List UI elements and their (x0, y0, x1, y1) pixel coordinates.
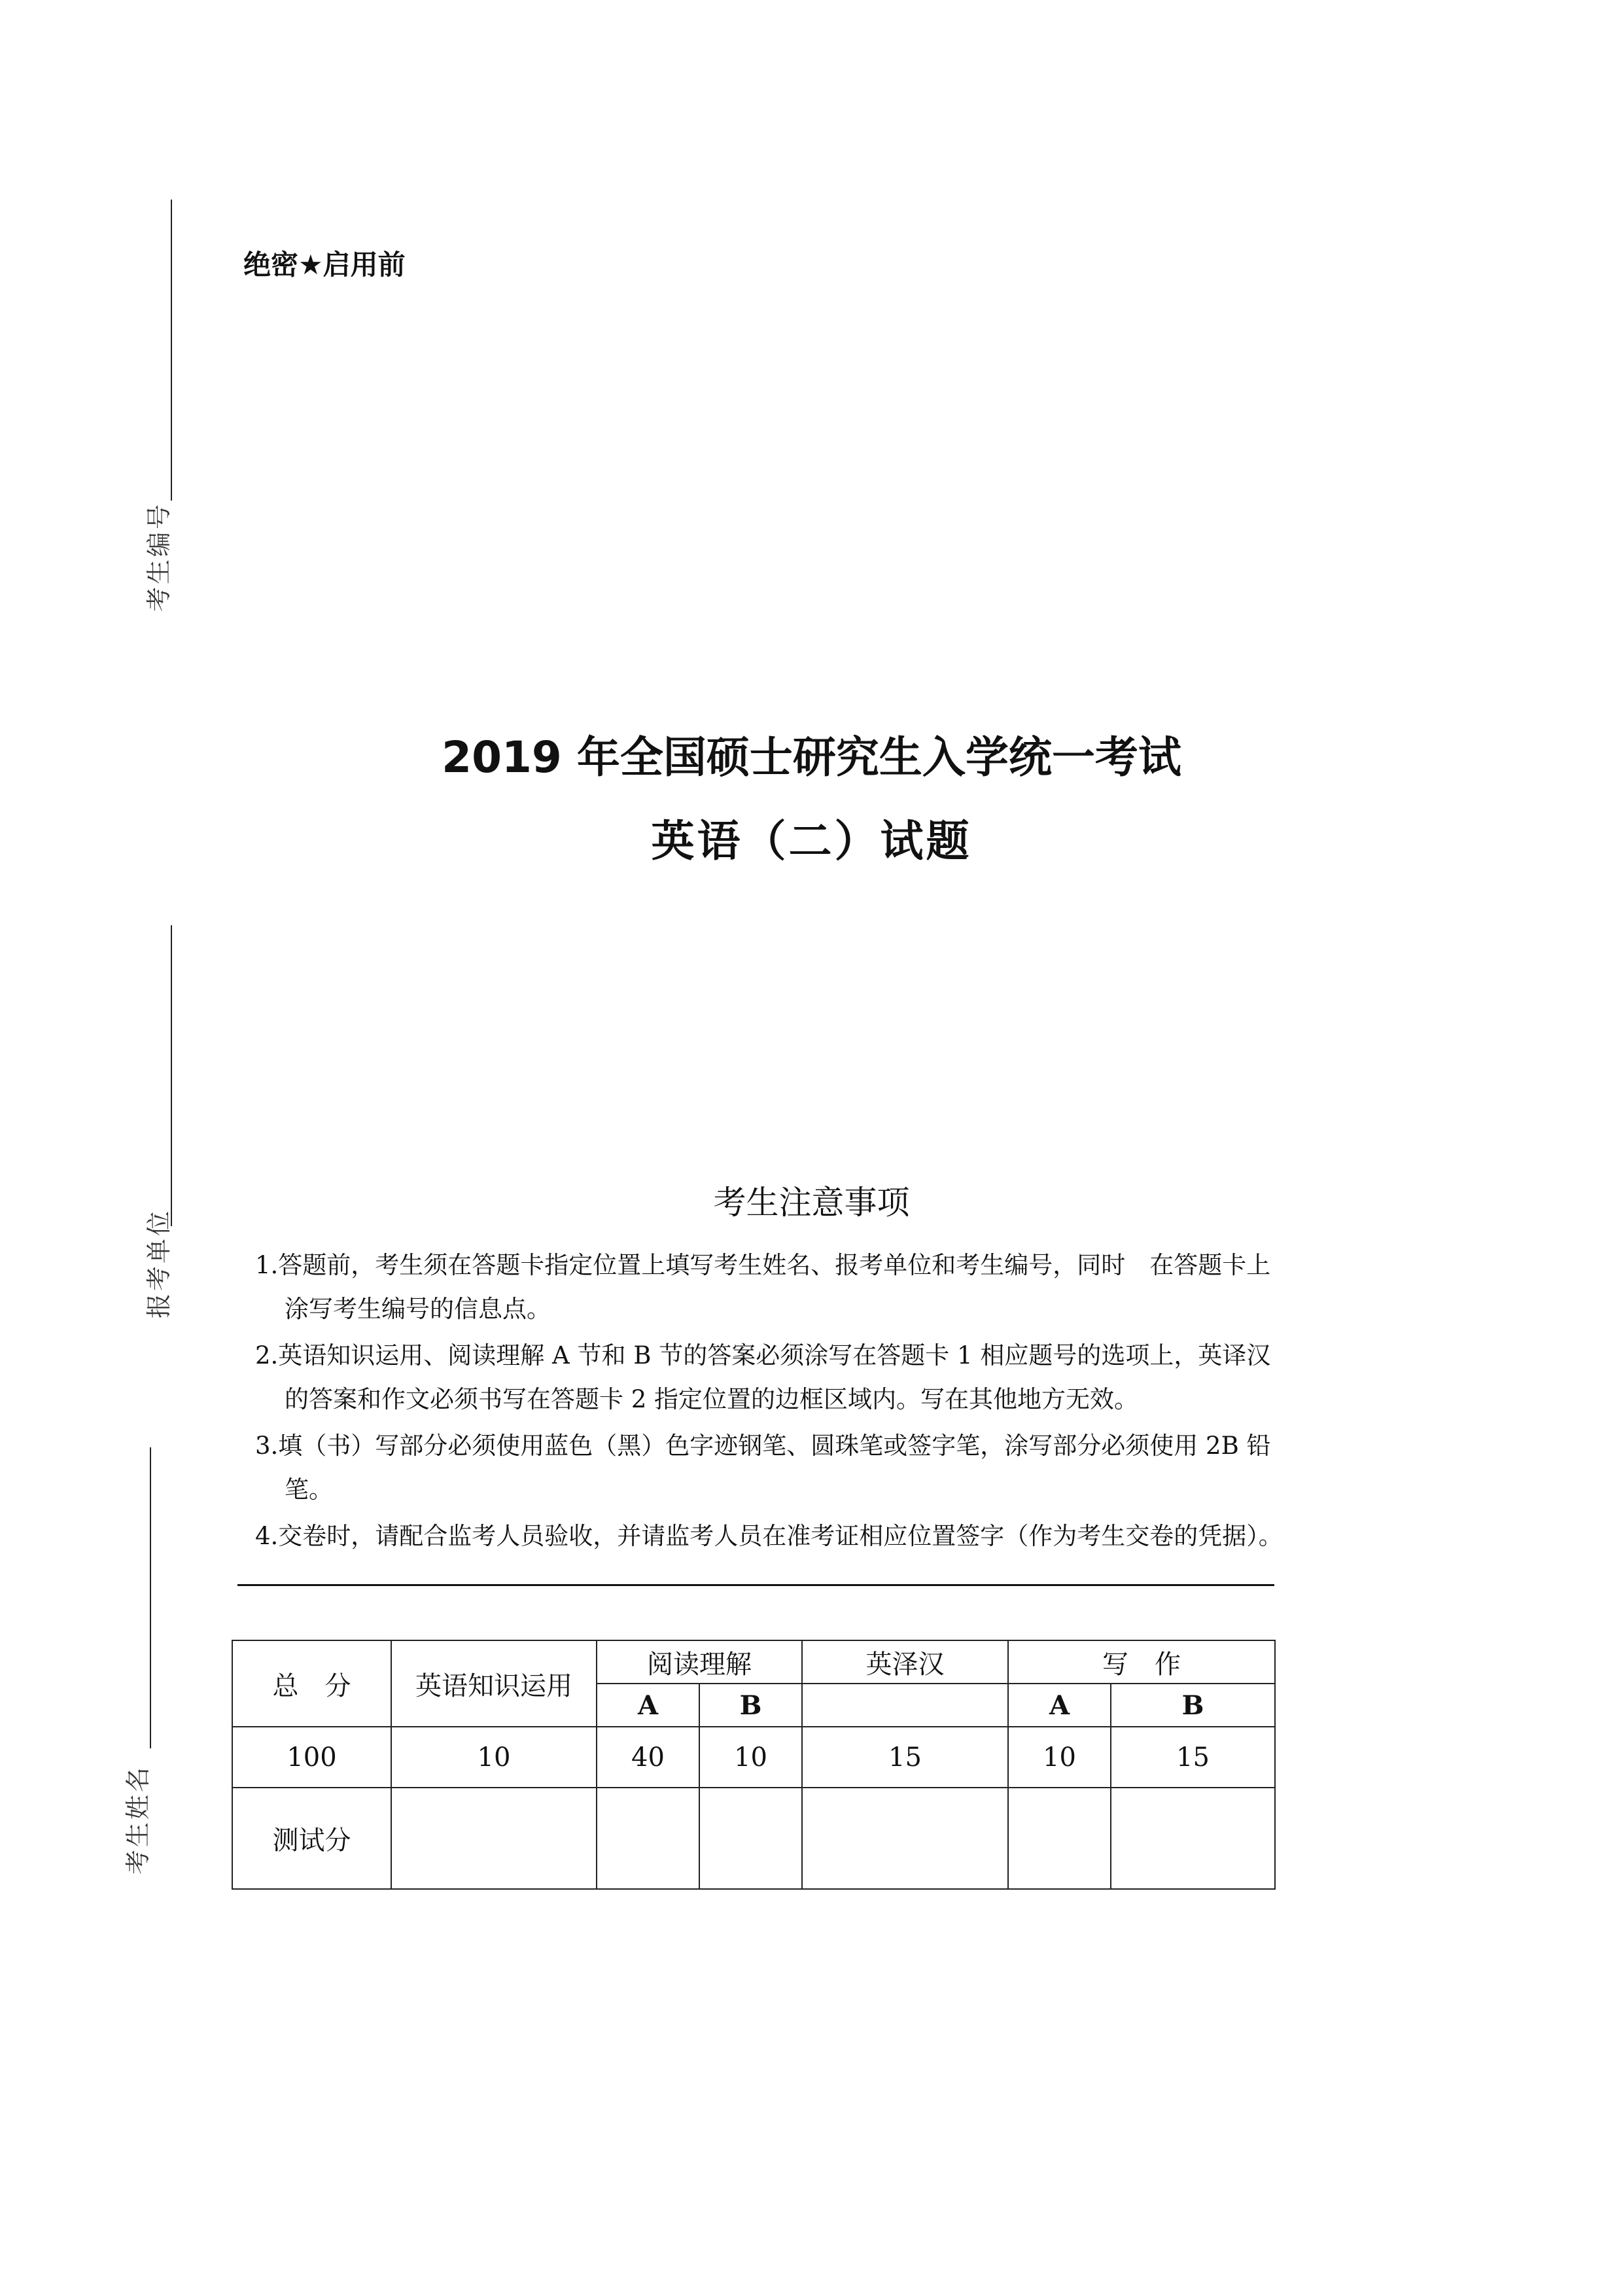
notice-item: 4.交卷时，请配合监考人员验收，并请监考人员在准考证相应位置签字（作为考生交卷的凭据）。 (255, 1522, 1283, 1550)
test-score-label: 测试分 (232, 1788, 391, 1889)
header-total: 总 分 (232, 1640, 391, 1727)
header-reading: 阅读理解 (597, 1640, 802, 1684)
score-entry-cell (1111, 1788, 1275, 1889)
header-writing: 写 作 (1008, 1640, 1275, 1684)
header-writing-b: B (1111, 1684, 1275, 1727)
divider (237, 1584, 1274, 1586)
score-table (232, 1640, 1276, 1890)
header-reading-b: B (699, 1684, 802, 1727)
name-label: 考生姓名 (124, 1764, 152, 1875)
notice-item: 1.答题前，考生须在答题卡指定位置上填写考生姓名、报考单位和考生编号，同时 在答题卡上涂写考生编号的信息点。 (255, 1251, 1271, 1323)
margin-line-name (150, 1447, 151, 1748)
header-translation-sub (802, 1684, 1008, 1727)
test-score-row (232, 1788, 1275, 1889)
header-translation: 英泽汉 (802, 1640, 1008, 1684)
margin-line-exam-id (171, 200, 172, 501)
exam-title: 2019 年全国硕士研究生入学统一考试 (442, 732, 1181, 783)
score-entry-cell (1008, 1788, 1111, 1889)
points-cell: 15 (802, 1727, 1008, 1788)
points-cell: 10 (391, 1727, 597, 1788)
points-row (232, 1727, 1275, 1788)
notice-heading: 考生注意事项 (713, 1184, 910, 1222)
points-cell: 100 (232, 1727, 391, 1788)
header-cloze: 英语知识运用 (391, 1640, 597, 1727)
header-writing-a: A (1008, 1684, 1111, 1727)
score-entry-cell (597, 1788, 699, 1889)
notice-item: 3.填（书）写部分必须使用蓝色（黑）色字迹钢笔、圆珠笔或签字笔，涂写部分必须使用 2B 铅笔。 (255, 1432, 1271, 1504)
score-entry-cell (802, 1788, 1008, 1889)
unit-label: 报考单位 (145, 1208, 173, 1318)
exam-subtitle: 英语（二）试题 (651, 816, 972, 866)
exam-id-label: 考生编号 (145, 501, 173, 612)
score-entry-cell (699, 1788, 802, 1889)
header-reading-a: A (597, 1684, 699, 1727)
score-entry-cell (391, 1788, 597, 1889)
points-cell: 15 (1111, 1727, 1275, 1788)
notice-list (255, 1243, 1289, 1561)
notice-item: 2.英语知识运用、阅读理解 A 节和 B 节的答案必须涂写在答题卡 1 相应题号的选项上，英译汉的答案和作文必须书写在答题卡 2 指定位置的边框区域内。写在其他地方无效。 (255, 1341, 1271, 1413)
points-cell: 40 (597, 1727, 699, 1788)
classification-label: 绝密★启用前 (243, 249, 406, 281)
points-cell: 10 (699, 1727, 802, 1788)
points-cell: 10 (1008, 1727, 1111, 1788)
